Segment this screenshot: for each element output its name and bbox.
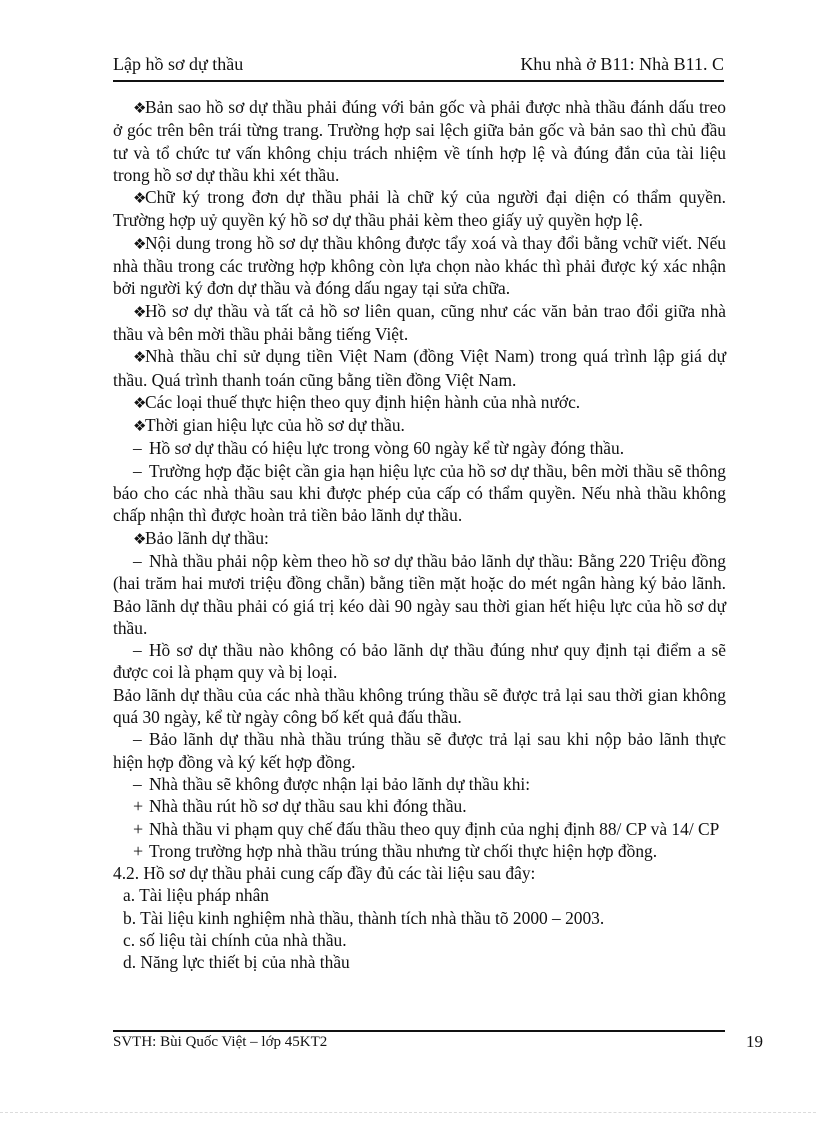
paragraph: ❖Bảo lãnh dự thầu:: [113, 527, 726, 550]
paragraph: + Nhà thầu vi phạm quy chế đấu thầu theo quy định của nghị định 88/ CP và 14/ CP: [113, 818, 726, 840]
diamond-bullet-icon: ❖: [133, 529, 147, 548]
page-number: 19: [746, 1032, 763, 1051]
dash-bullet-icon: –: [133, 460, 142, 481]
dash-bullet-icon: –: [133, 729, 142, 750]
diamond-bullet-icon: ❖: [133, 234, 147, 253]
footer-author: SVTH: Bùi Quốc Việt – lớp 45KT2: [113, 1034, 328, 1050]
paragraph: + Trong trường hợp nhà thầu trúng thầu nhưng từ chối thực hiện hợp đồng.: [113, 840, 726, 862]
paragraph: – Trường hợp đặc biệt cần gia hạn hiệu lực của hồ sơ dự thầu, bên mời thầu sẽ thông báo cho các nhà thầu sau khi được phép của cấp có thẩm quyền. Nếu nhà thầu không chấp nhận thì được hoàn trả tiền bảo lãnh dự thầu.: [113, 460, 726, 526]
dash-bullet-icon: –: [133, 773, 142, 794]
diamond-bullet-icon: ❖: [133, 99, 147, 117]
paragraph: ❖Chữ ký trong đơn dự thầu phải là chữ ký của người đại diện có thẩm quyền. Trường hợp uỷ quyền ký hồ sơ dự thầu phải kèm theo giấy uỷ quyền hợp lệ.: [113, 187, 726, 231]
list-item: c. số liệu tài chính của nhà thầu.: [123, 929, 347, 950]
diamond-bullet-icon: ❖: [133, 189, 147, 208]
dash-bullet-icon: –: [133, 550, 142, 571]
dash-bullet-icon: –: [133, 438, 142, 459]
paragraph: ❖Hồ sơ dự thầu và tất cả hồ sơ liên quan, cũng như các văn bản trao đổi giữa nhà thầu và bên mời thầu phải bằng tiếng Việt.: [113, 300, 726, 344]
paragraph: ❖Nội dung trong hồ sơ dự thầu không được tẩy xoá và thay đổi bằng vchữ viết. Nếu nhà thầu trong các trường hợp không còn lựa chọn nào khác thì phải được ký xác nhận bởi người ký đơn dự thầu và đóng dấu ngay tại sửa chữa.: [113, 232, 726, 299]
list-item: d. Năng lực thiết bị của nhà thầu: [123, 952, 350, 973]
paragraph: – Hồ sơ dự thầu có hiệu lực trong vòng 60 ngày kể từ ngày đóng thầu.: [113, 437, 726, 459]
header-project: Khu nhà ở B11: Nhà B11. C: [520, 54, 724, 74]
page-edge-divider: [0, 1112, 816, 1113]
document-body: [113, 96, 726, 974]
paragraph: ❖Thời gian hiệu lực của hồ sơ dự thầu.: [113, 414, 726, 437]
diamond-bullet-icon: ❖: [133, 417, 147, 436]
plus-bullet-icon: +: [133, 796, 144, 817]
section-heading: 4.2. Hồ sơ dự thầu phải cung cấp đầy đủ các tài liệu sau đây:: [113, 863, 536, 884]
paragraph: – Nhà thầu phải nộp kèm theo hồ sơ dự thầu bảo lãnh dự thầu: Bằng 220 Triệu đồng (hai trăm hai mươi triệu đồng chẵn) bằng tiền mặt hoặc do mét ngân hàng ký bảo lãnh. Bảo lãnh dự thầu phải có giá trị kéo dài 90 ngày sau thời gian hết hiệu lực của hồ sơ dự thầu.: [113, 550, 726, 638]
paragraph: ❖Các loại thuế thực hiện theo quy định hiện hành của nhà nước.: [113, 391, 726, 414]
paragraph: – Bảo lãnh dự thầu nhà thầu trúng thầu sẽ được trả lại sau khi nộp bảo lãnh thực hiện hợp đồng và ký kết hợp đồng.: [113, 729, 726, 772]
page-header: [113, 50, 724, 82]
list-item: a. Tài liệu pháp nhân: [123, 885, 270, 906]
header-title: Lập hồ sơ dự thầu: [113, 54, 244, 74]
paragraph: – Hồ sơ dự thầu nào không có bảo lãnh dự thầu đúng như quy định tại điểm a sẽ được coi là phạm quy và bị loại.: [113, 640, 726, 683]
paragraph: ❖Bản sao hồ sơ dự thầu phải đúng với bản gốc và phải được nhà thầu đánh dấu treo ở góc trên bên trái từng trang. Trường hợp sai lệch giữa bản gốc và bản sao thì chủ đầu tư và tổ chức tư vấn không chịu trách nhiệm về tính hợp lệ và đúng đắn của tài liệu trong hồ sơ dự thầu khi xét thầu.: [113, 97, 726, 185]
diamond-bullet-icon: ❖: [133, 348, 147, 367]
paragraph: + Nhà thầu rút hồ sơ dự thầu sau khi đóng thầu.: [113, 795, 726, 817]
paragraph: ❖Nhà thầu chỉ sử dụng tiền Việt Nam (đồng Việt Nam) trong quá trình lập giá dự thầu. Quá trình thanh toán cũng bằng tiền đồng Việt Nam.: [113, 346, 726, 390]
paragraph: Bảo lãnh dự thầu của các nhà thầu không trúng thầu sẽ được trả lại sau thời gian không quá 30 ngày, kể từ ngày công bố kết quả đấu thầu.: [113, 684, 726, 728]
diamond-bullet-icon: ❖: [133, 393, 147, 412]
plus-bullet-icon: +: [133, 818, 144, 839]
list-item: b. Tài liệu kinh nghiệm nhà thầu, thành tích nhà thầu tõ 2000 – 2003.: [123, 907, 605, 928]
diamond-bullet-icon: ❖: [133, 302, 147, 321]
footer-divider: [113, 1030, 725, 1032]
plus-bullet-icon: +: [133, 840, 144, 861]
paragraph: – Nhà thầu sẽ không được nhận lại bảo lãnh dự thầu khi:: [113, 773, 726, 795]
dash-bullet-icon: –: [133, 640, 142, 661]
